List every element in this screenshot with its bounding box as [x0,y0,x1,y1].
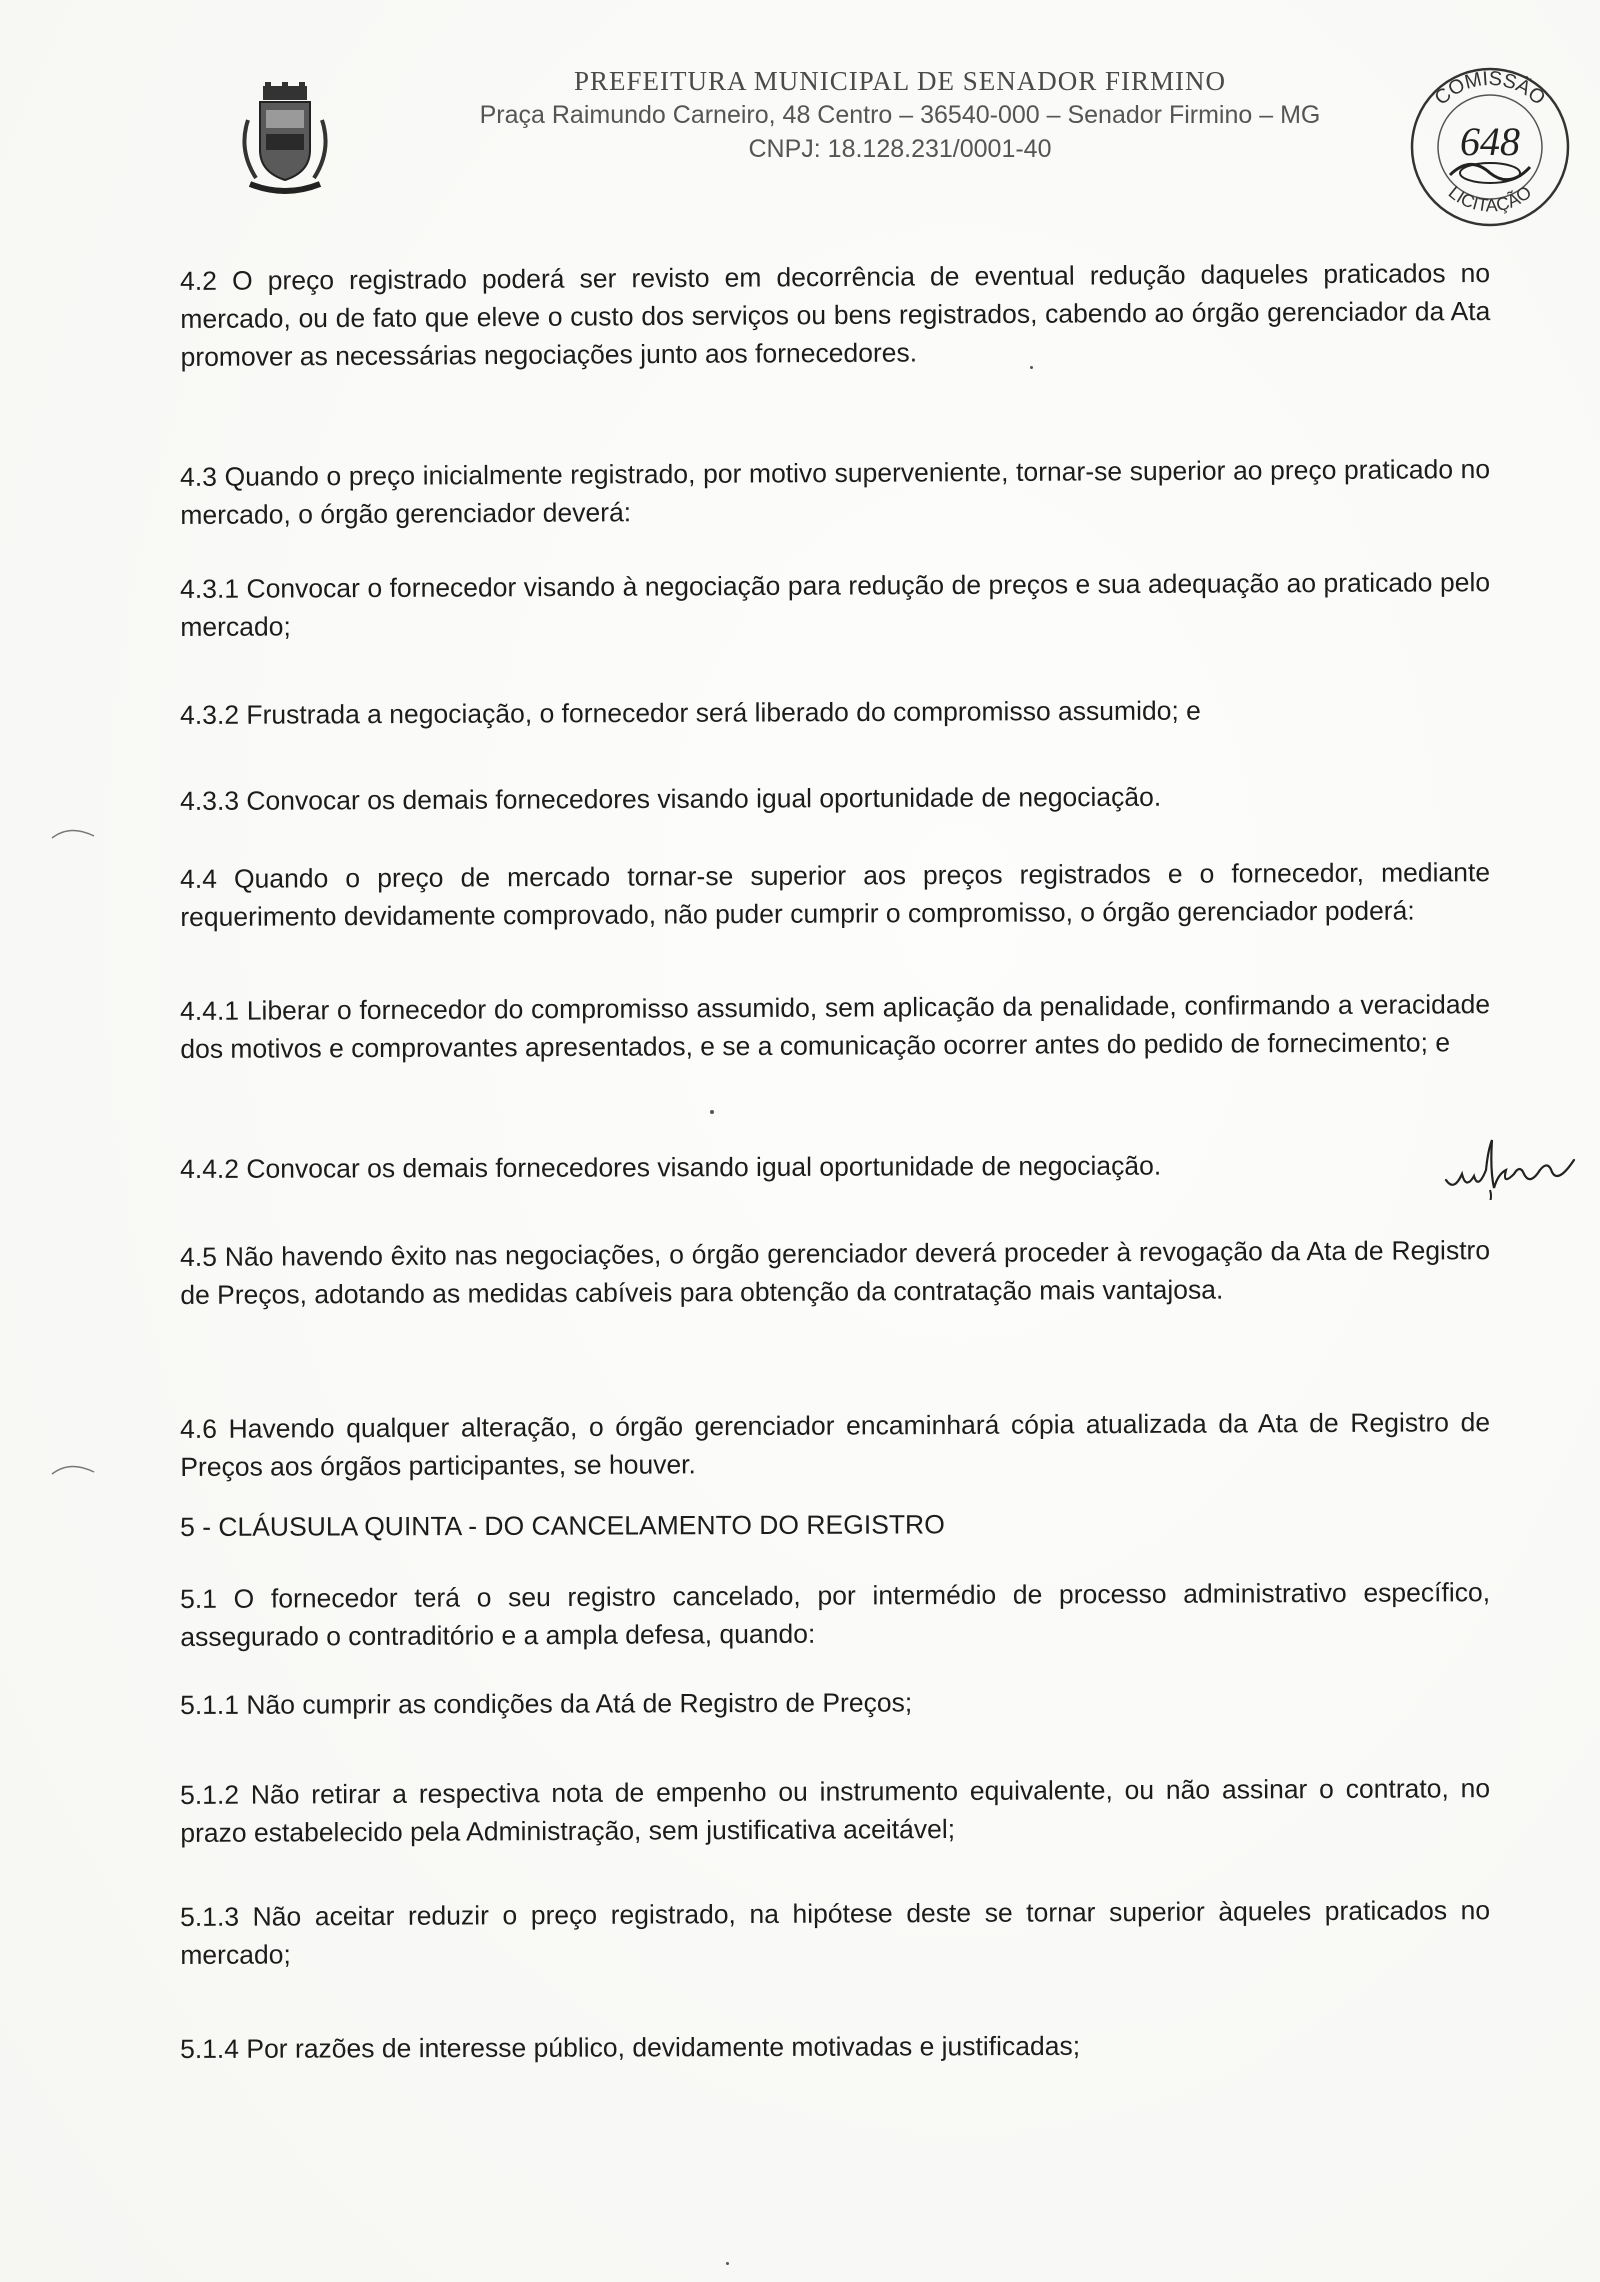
clause-4-3-2: 4.3.2 Frustrada a negociação, o fornecedor será liberado do compromisso assumido; e [180,695,1201,730]
stamp-bottom-text: LICITAÇÃO [1444,181,1536,216]
ink-dot [726,2262,729,2265]
clause-4-6: 4.6 Havendo qualquer alteração, o órgão gerenciador encaminhará cópia atualizada da Ata de Registro de Preços aos órgãos participantes, se houver. [180,1407,1491,1482]
clause-5-1: 5.1 O fornecedor terá o seu registro cancelado, por intermédio de processo administrativo específico, assegurado o contraditório e a ampla defesa, quando: [180,1577,1491,1652]
clause-5-1-1: 5.1.1 Não cumprir as condições da Atá de Registro de Preços; [180,1687,913,1720]
stamp-number: 648 [1460,119,1520,164]
municipality-address: Praça Raimundo Carneiro, 48 Centro – 36540-000 – Senador Firmino – MG [479,101,1321,129]
stamp-top-text: COMISSÃO [1430,67,1550,110]
clause-5-1-2: 5.1.2 Não retirar a respectiva nota de empenho ou instrumento equivalente, ou não assinar o contrato, no prazo estabelecido pela Administração, sem justificativa aceitável; [180,1773,1491,1848]
clause-5-1-3: 5.1.3 Não aceitar reduzir o preço registrado, na hipótese deste se tornar superior àqueles praticados no mercado; [180,1895,1491,1970]
clause-4-3-3: 4.3.3 Convocar os demais fornecedores visando igual oportunidade de negociação. [180,781,1162,816]
municipality-cnpj: CNPJ: 18.128.231/0001-40 [748,135,1052,163]
commission-stamp-icon [1395,55,1585,235]
margin-mark-icon [50,822,100,842]
clause-5-1-4: 5.1.4 Por razões de interesse público, devidamente motivadas e justificadas; [180,2030,1081,2064]
clause-4-4-1: 4.4.1 Liberar o fornecedor do compromisso assumido, sem aplicação da penalidade, confirmando a veracidade dos motivos e comprovantes apresentados, e se a comunicação ocorrer antes do pedido de fornecimento; e [180,989,1491,1064]
clause-4-4-2: 4.4.2 Convocar os demais fornecedores visando igual oportunidade de negociação. [180,1150,1162,1184]
clause-4-5: 4.5 Não havendo êxito nas negociações, o órgão gerenciador deverá proceder à revogação da Ata de Registro de Preços, adotando as medidas cabíveis para obtenção da contratação mais vantajosa. [180,1235,1491,1310]
clause-4-3: 4.3 Quando o preço inicialmente registrado, por motivo superveniente, tornar-se superior ao preço praticado no mercado, o órgão gerenciador deverá: [180,453,1491,530]
coat-of-arms-icon [230,80,340,200]
svg-text:COMISSÃO [1431,68,1550,110]
svg-text:LICITAÇÃO [1445,182,1535,216]
municipality-title: PREFEITURA MUNICIPAL DE SENADOR FIRMINO [573,66,1227,96]
handwritten-initials-icon [1440,1130,1580,1200]
clause-4-4: 4.4 Quando o preço de mercado tornar-se superior aos preços registrados e o fornecedor, mediante requerimento devidamente comprovado, não puder cumprir o compromisso, o órgão gerenciador poderá: [180,857,1491,932]
clause-4-2: 4.2 O preço registrado poderá ser revisto em decorrência de eventual redução daqueles praticados no mercado, ou de fato que eleve o custo dos serviços ou bens registrados, cabendo ao órgão gerenciador da Ata promover as necessárias negociações junto aos fornecedores. [180,257,1491,372]
ink-dot [710,1110,714,1114]
ink-dot [1030,366,1033,369]
margin-mark-icon [50,1458,100,1478]
clause-4-3-1: 4.3.1 Convocar o fornecedor visando à negociação para redução de preços e sua adequação ao praticado pelo mercado; [180,567,1491,642]
letterhead [400,64,1400,166]
clause-5-heading: 5 - CLÁUSULA QUINTA - DO CANCELAMENTO DO REGISTRO [180,1509,945,1542]
